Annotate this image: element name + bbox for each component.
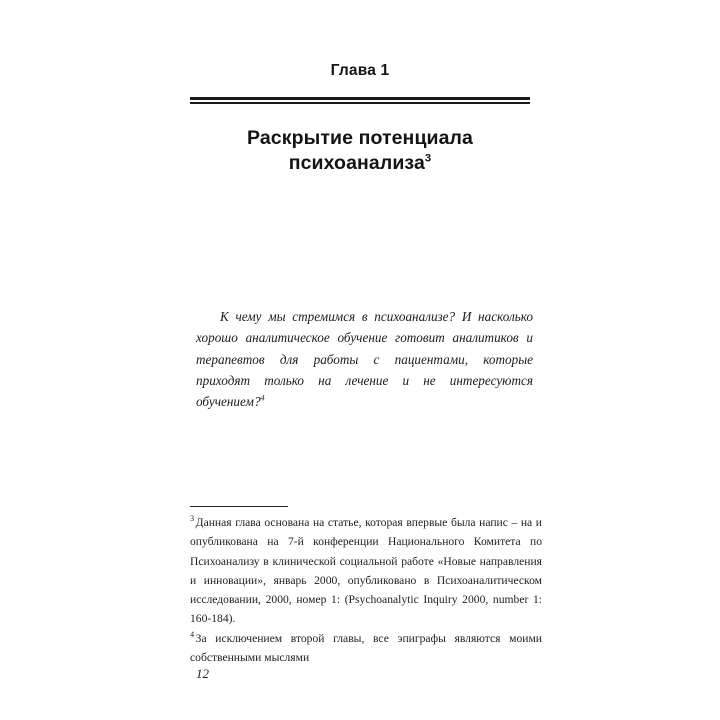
footnote-4 <box>190 629 542 668</box>
chapter-title-footnote-marker: 3 <box>424 152 432 165</box>
page-number: 12 <box>196 666 209 681</box>
footnote-3-marker: 3 <box>190 514 195 524</box>
footnote-4-text: За исключением второй главы, все эпиграфы являются моими собственными мыслями <box>190 631 542 665</box>
footnote-4-marker: 4 <box>190 629 195 639</box>
footnote-3-text: Данная глава основана на статье, которая впервые была напис – на и опубликована на 7-й конференции Национального Комитета по Психоанализу в клинической социальной работе «Новые направления и инновации», январь 2000, опубликовано в Психоаналитическом исследовании, 2000, номер 1: (Psychoanalytic Inquiry 2000, number 1: 160-184). <box>190 516 542 626</box>
footnote-3 <box>190 513 542 629</box>
epigraph <box>196 306 533 412</box>
heading-rule-thin <box>190 102 530 104</box>
chapter-title-line-1: Раскрытие потенциала <box>247 127 473 150</box>
epigraph-text: К чему мы стремимся в психоанализе? И насколько хорошо аналитическое обучение готовит аналитиков и терапевтов для работы с пациентами, которые приходят только на лечение и не интересуются обучением? <box>196 309 533 410</box>
chapter-title <box>175 126 545 176</box>
chapter-title-line-2: психоанализа <box>288 152 425 175</box>
chapter-label: Глава 1 <box>330 62 390 79</box>
footnote-block <box>190 513 542 667</box>
heading-double-rule <box>190 97 530 105</box>
epigraph-footnote-marker: 4 <box>260 393 265 403</box>
footnote-separator-rule <box>190 506 288 507</box>
